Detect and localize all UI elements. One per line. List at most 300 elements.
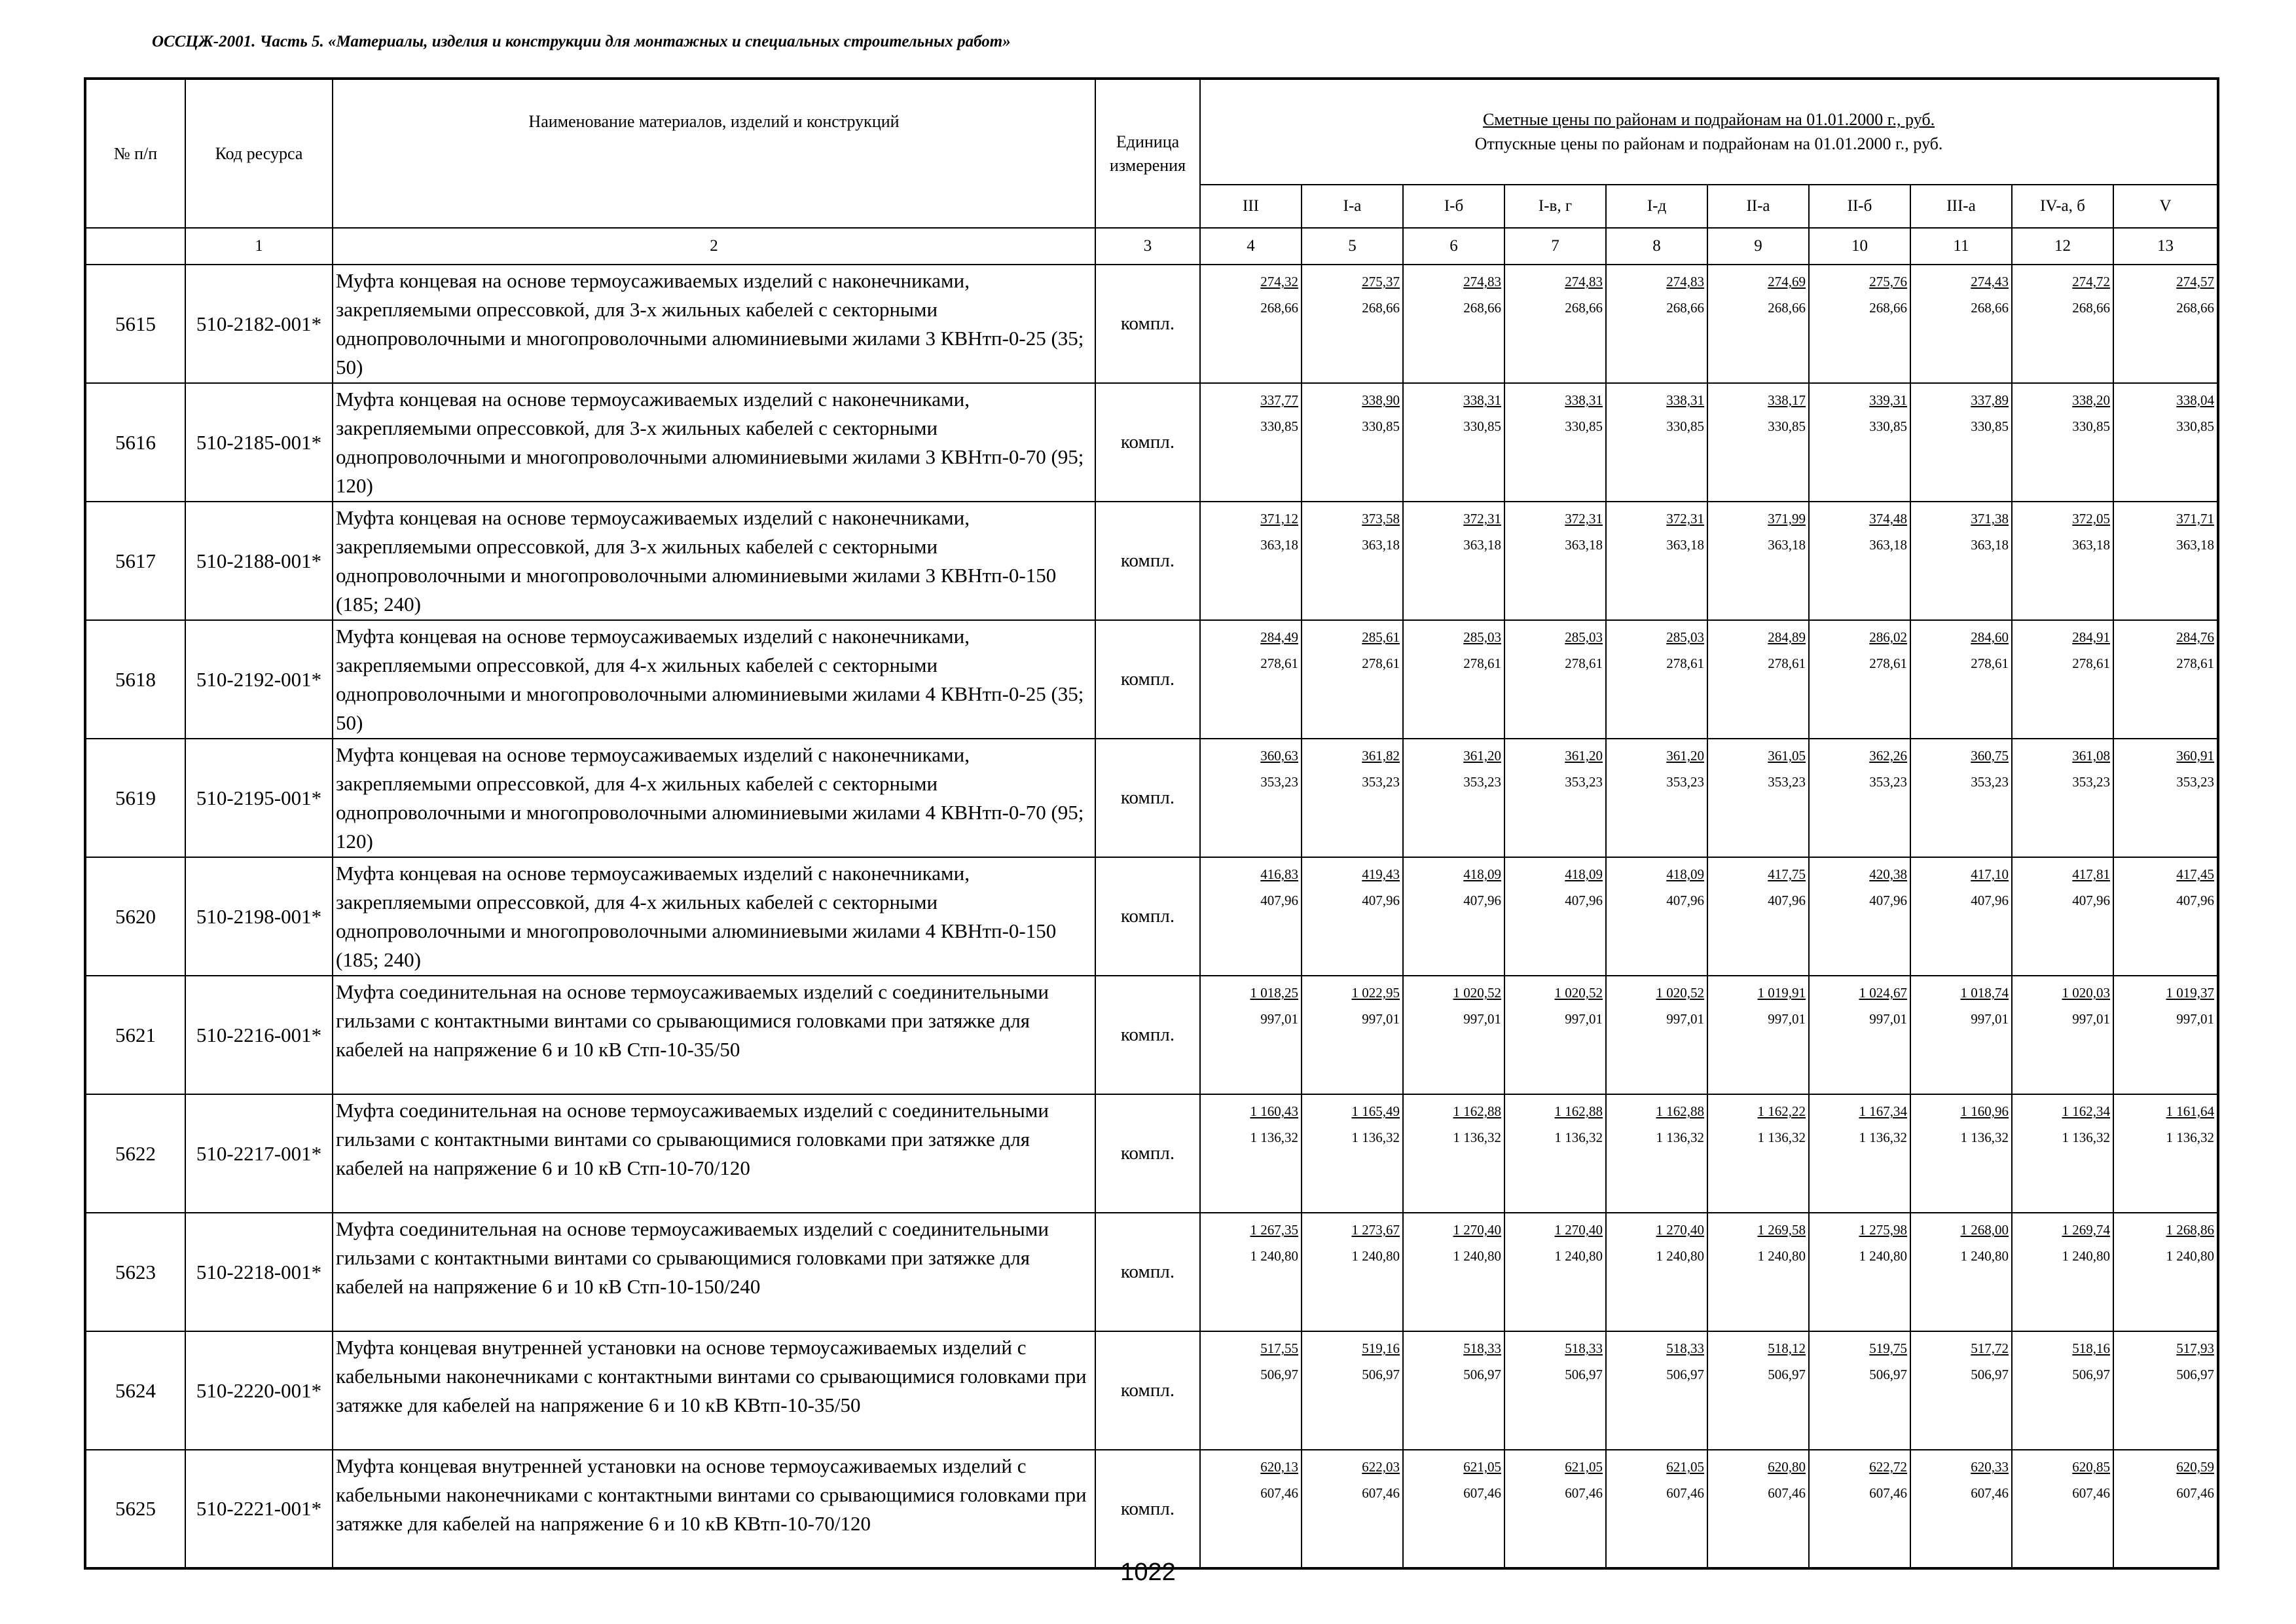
release-price: 278,61	[1869, 655, 1907, 671]
estimate-price: 1 268,86	[2166, 1222, 2215, 1238]
estimate-price: 1 162,88	[1554, 1103, 1603, 1119]
resource-code: 510-2216-001*	[185, 976, 333, 1094]
estimate-price: 274,83	[1463, 274, 1501, 289]
price-cell	[1910, 976, 2012, 1094]
page-number: 1022	[1120, 1559, 1176, 1586]
price-cell	[2113, 857, 2218, 976]
price-cell	[2113, 739, 2218, 857]
price-cell	[1403, 976, 1504, 1094]
estimate-price: 517,55	[1260, 1340, 1298, 1356]
material-name: Муфта концевая на основе термоусаживаемых изделий с наконечниками, закрепляемыми опрессовкой, для 4-х жильных кабелей с секторными однопроволочными и многопроволочными алюминиевыми жилами 4 КВНтп-0-25 (35; 50)	[333, 620, 1095, 739]
estimate-price: 1 269,74	[2062, 1222, 2110, 1238]
release-price: 353,23	[1565, 773, 1603, 790]
header-prices-release: Отпускные цены по районам и подрайонам на 01.01.2000 г., руб.	[1474, 134, 1943, 153]
release-price: 330,85	[1463, 418, 1501, 434]
release-price: 268,66	[1971, 299, 2009, 316]
table-row	[85, 502, 2218, 620]
release-price: 506,97	[1565, 1366, 1603, 1382]
release-price: 607,46	[1768, 1485, 1806, 1501]
estimate-price: 418,09	[1565, 866, 1603, 882]
material-name: Муфта концевая внутренней установки на основе термоусаживаемых изделий с кабельными наконечниками с контактными винтами со срывающимися головками при затяжке для кабелей на напряжение 6 и 10 кВ КВтп-10-35/50	[333, 1331, 1095, 1450]
price-cell	[2113, 1331, 2218, 1450]
price-cell	[1302, 857, 1403, 976]
region-header: I-б	[1403, 185, 1504, 228]
release-price: 330,85	[1260, 418, 1298, 434]
price-cell	[1504, 1450, 1606, 1568]
table-row	[85, 265, 2218, 383]
price-cell	[1606, 976, 1707, 1094]
resource-code: 510-2185-001*	[185, 383, 333, 502]
row-number: 5619	[85, 739, 185, 857]
estimate-price: 518,33	[1666, 1340, 1704, 1356]
price-cell	[2113, 383, 2218, 502]
unit-cell: компл.	[1095, 265, 1200, 383]
price-cell	[2012, 1331, 2113, 1450]
estimate-price: 620,80	[1768, 1459, 1806, 1475]
price-cell	[2012, 265, 2113, 383]
price-cell	[1200, 739, 1302, 857]
row-number: 5617	[85, 502, 185, 620]
release-price: 353,23	[2072, 773, 2110, 790]
price-cell	[1302, 976, 1403, 1094]
material-name: Муфта концевая на основе термоусаживаемых изделий с наконечниками, закрепляемыми опрессовкой, для 4-х жильных кабелей с секторными однопроволочными и многопроволочными алюминиевыми жилами 4 КВНтп-0-70 (95; 120)	[333, 739, 1095, 857]
release-price: 268,66	[1565, 299, 1603, 316]
price-cell	[1403, 383, 1504, 502]
unit-cell: компл.	[1095, 1094, 1200, 1213]
table-row	[85, 739, 2218, 857]
estimate-price: 1 020,52	[1453, 985, 1501, 1001]
release-price: 363,18	[2176, 536, 2215, 553]
estimate-price: 1 165,49	[1351, 1103, 1400, 1119]
release-price: 607,46	[1260, 1485, 1298, 1501]
estimate-price: 417,75	[1768, 866, 1806, 882]
release-price: 363,18	[1666, 536, 1704, 553]
estimate-price: 284,91	[2072, 629, 2110, 645]
release-price: 363,18	[2072, 536, 2110, 553]
price-cell	[1302, 620, 1403, 739]
release-price: 330,85	[1362, 418, 1400, 434]
column-number-row	[85, 228, 2218, 265]
price-cell	[1200, 976, 1302, 1094]
release-price: 330,85	[2072, 418, 2110, 434]
price-cell	[1200, 1331, 1302, 1450]
estimate-price: 620,85	[2072, 1459, 2110, 1475]
estimate-price: 285,03	[1463, 629, 1501, 645]
price-cell	[2113, 1450, 2218, 1568]
price-cell	[1403, 1213, 1504, 1331]
estimate-price: 286,02	[1869, 629, 1907, 645]
release-price: 278,61	[1463, 655, 1501, 671]
price-cell	[1910, 1450, 2012, 1568]
price-cell	[1809, 1213, 1910, 1331]
estimate-price: 417,81	[2072, 866, 2110, 882]
price-cell	[1302, 502, 1403, 620]
column-number: 9	[1707, 228, 1809, 265]
release-price: 268,66	[1362, 299, 1400, 316]
header-code: Код ресурса	[185, 79, 333, 228]
material-name: Муфта концевая на основе термоусаживаемых изделий с наконечниками, закрепляемыми опрессовкой, для 3-х жильных кабелей с секторными однопроволочными и многопроволочными алюминиевыми жилами 3 КВНтп-0-70 (95; 120)	[333, 383, 1095, 502]
estimate-price: 361,20	[1463, 748, 1501, 764]
resource-code: 510-2195-001*	[185, 739, 333, 857]
table-row	[85, 857, 2218, 976]
release-price: 607,46	[1869, 1485, 1907, 1501]
release-price: 407,96	[1666, 892, 1704, 908]
price-cell	[1809, 1331, 1910, 1450]
table-row	[85, 1450, 2218, 1568]
price-cell	[1606, 620, 1707, 739]
release-price: 1 136,32	[1351, 1129, 1400, 1145]
price-cell	[1200, 857, 1302, 976]
price-table	[84, 77, 2219, 1570]
price-cell	[2012, 1094, 2113, 1213]
release-price: 268,66	[1768, 299, 1806, 316]
estimate-price: 372,31	[1463, 511, 1501, 526]
price-cell	[1403, 265, 1504, 383]
column-number: 10	[1809, 228, 1910, 265]
release-price: 330,85	[2176, 418, 2215, 434]
column-number: 7	[1504, 228, 1606, 265]
price-cell	[1504, 620, 1606, 739]
release-price: 607,46	[1362, 1485, 1400, 1501]
price-cell	[1403, 1331, 1504, 1450]
price-cell	[1707, 502, 1809, 620]
price-cell	[2113, 502, 2218, 620]
estimate-price: 517,72	[1971, 1340, 2009, 1356]
estimate-price: 274,69	[1768, 274, 1806, 289]
column-number-blank	[85, 228, 185, 265]
price-cell	[1302, 383, 1403, 502]
price-cell	[2012, 739, 2113, 857]
price-cell	[1403, 1450, 1504, 1568]
estimate-price: 1 275,98	[1859, 1222, 1907, 1238]
release-price: 268,66	[1869, 299, 1907, 316]
estimate-price: 361,20	[1666, 748, 1704, 764]
release-price: 278,61	[1768, 655, 1806, 671]
estimate-price: 416,83	[1260, 866, 1298, 882]
release-price: 363,18	[1971, 536, 2009, 553]
resource-code: 510-2221-001*	[185, 1450, 333, 1568]
release-price: 278,61	[1260, 655, 1298, 671]
table-row	[85, 1331, 2218, 1450]
material-name: Муфта соединительная на основе термоусаживаемых изделий с соединительными гильзами с контактными винтами со срывающимися головками при затяжке для кабелей на напряжение 6 и 10 кВ Стп-10-35/50	[333, 976, 1095, 1094]
release-price: 363,18	[1565, 536, 1603, 553]
release-price: 1 240,80	[2062, 1247, 2110, 1264]
price-cell	[1200, 1450, 1302, 1568]
region-header: II-б	[1809, 185, 1910, 228]
estimate-price: 1 267,35	[1250, 1222, 1298, 1238]
release-price: 330,85	[1565, 418, 1603, 434]
estimate-price: 360,63	[1260, 748, 1298, 764]
estimate-price: 518,33	[1565, 1340, 1603, 1356]
estimate-price: 1 162,88	[1453, 1103, 1501, 1119]
release-price: 1 240,80	[1453, 1247, 1501, 1264]
resource-code: 510-2218-001*	[185, 1213, 333, 1331]
price-cell	[1707, 1094, 1809, 1213]
release-price: 407,96	[2072, 892, 2110, 908]
region-header: I-а	[1302, 185, 1403, 228]
row-number: 5616	[85, 383, 185, 502]
release-price: 997,01	[1768, 1010, 1806, 1027]
table-row	[85, 620, 2218, 739]
estimate-price: 1 268,00	[1960, 1222, 2009, 1238]
release-price: 607,46	[2072, 1485, 2110, 1501]
price-cell	[2012, 1450, 2113, 1568]
release-price: 407,96	[1869, 892, 1907, 908]
estimate-price: 1 270,40	[1453, 1222, 1501, 1238]
region-header: II-а	[1707, 185, 1809, 228]
estimate-price: 1 160,43	[1250, 1103, 1298, 1119]
release-price: 997,01	[2176, 1010, 2215, 1027]
release-price: 278,61	[1362, 655, 1400, 671]
release-price: 353,23	[1666, 773, 1704, 790]
estimate-price: 418,09	[1666, 866, 1704, 882]
estimate-price: 284,49	[1260, 629, 1298, 645]
release-price: 363,18	[1768, 536, 1806, 553]
estimate-price: 1 020,03	[2062, 985, 2110, 1001]
estimate-price: 1 024,67	[1859, 985, 1907, 1001]
price-cell	[1504, 857, 1606, 976]
resource-code: 510-2182-001*	[185, 265, 333, 383]
release-price: 997,01	[1565, 1010, 1603, 1027]
release-price: 1 240,80	[1250, 1247, 1298, 1264]
price-cell	[1707, 976, 1809, 1094]
column-number: 4	[1200, 228, 1302, 265]
price-cell	[1606, 739, 1707, 857]
release-price: 997,01	[1971, 1010, 2009, 1027]
estimate-price: 371,12	[1260, 511, 1298, 526]
price-cell	[1809, 1094, 1910, 1213]
region-header: III	[1200, 185, 1302, 228]
release-price: 278,61	[1971, 655, 2009, 671]
estimate-price: 620,13	[1260, 1459, 1298, 1475]
release-price: 1 240,80	[1351, 1247, 1400, 1264]
estimate-price: 417,10	[1971, 866, 2009, 882]
release-price: 330,85	[1768, 418, 1806, 434]
release-price: 353,23	[1362, 773, 1400, 790]
price-cell	[1504, 383, 1606, 502]
price-cell	[1302, 265, 1403, 383]
price-cell	[1606, 265, 1707, 383]
column-number: 3	[1095, 228, 1200, 265]
price-cell	[1200, 265, 1302, 383]
release-price: 353,23	[1463, 773, 1501, 790]
price-cell	[1707, 1450, 1809, 1568]
release-price: 607,46	[1666, 1485, 1704, 1501]
header-num: № п/п	[85, 79, 185, 228]
unit-cell: компл.	[1095, 383, 1200, 502]
row-number: 5622	[85, 1094, 185, 1213]
unit-cell: компл.	[1095, 976, 1200, 1094]
row-number: 5625	[85, 1450, 185, 1568]
estimate-price: 285,61	[1362, 629, 1400, 645]
estimate-price: 372,31	[1565, 511, 1603, 526]
column-number: 13	[2113, 228, 2218, 265]
release-price: 506,97	[2072, 1366, 2110, 1382]
estimate-price: 1 020,52	[1656, 985, 1704, 1001]
release-price: 997,01	[1362, 1010, 1400, 1027]
resource-code: 510-2188-001*	[185, 502, 333, 620]
release-price: 363,18	[1869, 536, 1907, 553]
estimate-price: 1 018,25	[1250, 985, 1298, 1001]
release-price: 506,97	[1260, 1366, 1298, 1382]
release-price: 997,01	[1869, 1010, 1907, 1027]
price-cell	[1707, 1331, 1809, 1450]
release-price: 997,01	[1666, 1010, 1704, 1027]
price-cell	[2113, 620, 2218, 739]
release-price: 363,18	[1362, 536, 1400, 553]
price-cell	[1606, 1213, 1707, 1331]
estimate-price: 373,58	[1362, 511, 1400, 526]
price-cell	[1403, 857, 1504, 976]
estimate-price: 620,59	[2176, 1459, 2215, 1475]
price-cell	[1504, 976, 1606, 1094]
release-price: 1 240,80	[1757, 1247, 1806, 1264]
estimate-price: 1 160,96	[1960, 1103, 2009, 1119]
unit-cell: компл.	[1095, 1331, 1200, 1450]
price-cell	[1707, 265, 1809, 383]
estimate-price: 371,99	[1768, 511, 1806, 526]
release-price: 407,96	[1565, 892, 1603, 908]
price-cell	[2113, 1094, 2218, 1213]
resource-code: 510-2192-001*	[185, 620, 333, 739]
release-price: 1 136,32	[1453, 1129, 1501, 1145]
row-number: 5618	[85, 620, 185, 739]
release-price: 1 136,32	[2166, 1129, 2215, 1145]
estimate-price: 361,20	[1565, 748, 1603, 764]
release-price: 997,01	[1463, 1010, 1501, 1027]
material-name: Муфта концевая на основе термоусаживаемых изделий с наконечниками, закрепляемыми опрессовкой, для 4-х жильных кабелей с секторными однопроволочными и многопроволочными алюминиевыми жилами 4 КВНтп-0-150 (185; 240)	[333, 857, 1095, 976]
estimate-price: 374,48	[1869, 511, 1907, 526]
material-name: Муфта соединительная на основе термоусаживаемых изделий с соединительными гильзами с контактными винтами со срывающимися головками при затяжке для кабелей на напряжение 6 и 10 кВ Стп-10-150/240	[333, 1213, 1095, 1331]
table-body	[85, 265, 2218, 1568]
release-price: 278,61	[1565, 655, 1603, 671]
release-price: 1 240,80	[1859, 1247, 1907, 1264]
estimate-price: 518,33	[1463, 1340, 1501, 1356]
release-price: 1 240,80	[1656, 1247, 1704, 1264]
price-cell	[1504, 739, 1606, 857]
material-name: Муфта концевая на основе термоусаживаемых изделий с наконечниками, закрепляемыми опрессовкой, для 3-х жильных кабелей с секторными однопроволочными и многопроволочными алюминиевыми жилами 3 КВНтп-0-150 (185; 240)	[333, 502, 1095, 620]
release-price: 353,23	[1971, 773, 2009, 790]
estimate-price: 338,04	[2176, 392, 2215, 408]
price-cell	[1809, 976, 1910, 1094]
price-cell	[1606, 502, 1707, 620]
release-price: 997,01	[2072, 1010, 2110, 1027]
header-unit	[1095, 79, 1200, 228]
row-number: 5623	[85, 1213, 185, 1331]
price-cell	[1809, 265, 1910, 383]
price-cell	[2113, 976, 2218, 1094]
price-cell	[1200, 1094, 1302, 1213]
price-cell	[2012, 502, 2113, 620]
estimate-price: 1 161,64	[2166, 1103, 2215, 1119]
estimate-price: 622,72	[1869, 1459, 1907, 1475]
estimate-price: 274,72	[2072, 274, 2110, 289]
release-price: 1 240,80	[2166, 1247, 2215, 1264]
estimate-price: 360,91	[2176, 748, 2215, 764]
price-cell	[1302, 1450, 1403, 1568]
price-cell	[2012, 976, 2113, 1094]
price-cell	[1809, 620, 1910, 739]
estimate-price: 1 162,88	[1656, 1103, 1704, 1119]
release-price: 506,97	[1768, 1366, 1806, 1382]
estimate-price: 1 270,40	[1554, 1222, 1603, 1238]
unit-cell: компл.	[1095, 857, 1200, 976]
header-prices-estimate: Сметные цены по районам и подрайонам на 01.01.2000 г., руб.	[1482, 110, 1935, 130]
price-cell	[1200, 502, 1302, 620]
release-price: 1 136,32	[1250, 1129, 1298, 1145]
estimate-price: 361,05	[1768, 748, 1806, 764]
estimate-price: 338,31	[1666, 392, 1704, 408]
estimate-price: 361,08	[2072, 748, 2110, 764]
column-number: 6	[1403, 228, 1504, 265]
estimate-price: 621,05	[1565, 1459, 1603, 1475]
release-price: 1 136,32	[2062, 1129, 2110, 1145]
price-cell	[1910, 739, 2012, 857]
release-price: 278,61	[2072, 655, 2110, 671]
release-price: 1 240,80	[1960, 1247, 2009, 1264]
price-cell	[1910, 265, 2012, 383]
estimate-price: 1 270,40	[1656, 1222, 1704, 1238]
release-price: 330,85	[1869, 418, 1907, 434]
estimate-price: 284,60	[1971, 629, 2009, 645]
resource-code: 510-2217-001*	[185, 1094, 333, 1213]
price-cell	[1910, 1331, 2012, 1450]
unit-cell: компл.	[1095, 1213, 1200, 1331]
price-cell	[1910, 502, 2012, 620]
price-cell	[1504, 1094, 1606, 1213]
price-cell	[1200, 1213, 1302, 1331]
document-header: ОССЦЖ-2001. Часть 5. «Материалы, изделия и конструкции для монтажных и специальных строительных работ»	[152, 33, 1011, 50]
row-number: 5621	[85, 976, 185, 1094]
estimate-price: 371,71	[2176, 511, 2215, 526]
material-name: Муфта концевая на основе термоусаживаемых изделий с наконечниками, закрепляемыми опрессовкой, для 3-х жильных кабелей с секторными однопроволочными и многопроволочными алюминиевыми жилами 3 КВНтп-0-25 (35; 50)	[333, 265, 1095, 383]
estimate-price: 338,17	[1768, 392, 1806, 408]
estimate-price: 371,38	[1971, 511, 2009, 526]
release-price: 268,66	[2072, 299, 2110, 316]
row-number: 5624	[85, 1331, 185, 1450]
estimate-price: 372,31	[1666, 511, 1704, 526]
estimate-price: 622,03	[1362, 1459, 1400, 1475]
price-cell	[1403, 739, 1504, 857]
estimate-price: 275,76	[1869, 274, 1907, 289]
price-cell	[1809, 1450, 1910, 1568]
column-number: 8	[1606, 228, 1707, 265]
header-prices	[1200, 79, 2218, 185]
price-cell	[1910, 1094, 2012, 1213]
price-cell	[1809, 502, 1910, 620]
price-cell	[1606, 857, 1707, 976]
estimate-price: 338,31	[1565, 392, 1603, 408]
release-price: 407,96	[1362, 892, 1400, 908]
estimate-price: 284,76	[2176, 629, 2215, 645]
estimate-price: 338,20	[2072, 392, 2110, 408]
release-price: 268,66	[2176, 299, 2215, 316]
estimate-price: 337,89	[1971, 392, 2009, 408]
row-number: 5620	[85, 857, 185, 976]
estimate-price: 620,33	[1971, 1459, 2009, 1475]
resource-code: 510-2220-001*	[185, 1331, 333, 1450]
column-number: 5	[1302, 228, 1403, 265]
row-number: 5615	[85, 265, 185, 383]
price-cell	[1606, 383, 1707, 502]
release-price: 1 136,32	[1859, 1129, 1907, 1145]
release-price: 1 136,32	[1757, 1129, 1806, 1145]
release-price: 407,96	[1463, 892, 1501, 908]
release-price: 607,46	[1565, 1485, 1603, 1501]
price-cell	[1910, 620, 2012, 739]
price-cell	[1809, 383, 1910, 502]
price-cell	[1403, 502, 1504, 620]
